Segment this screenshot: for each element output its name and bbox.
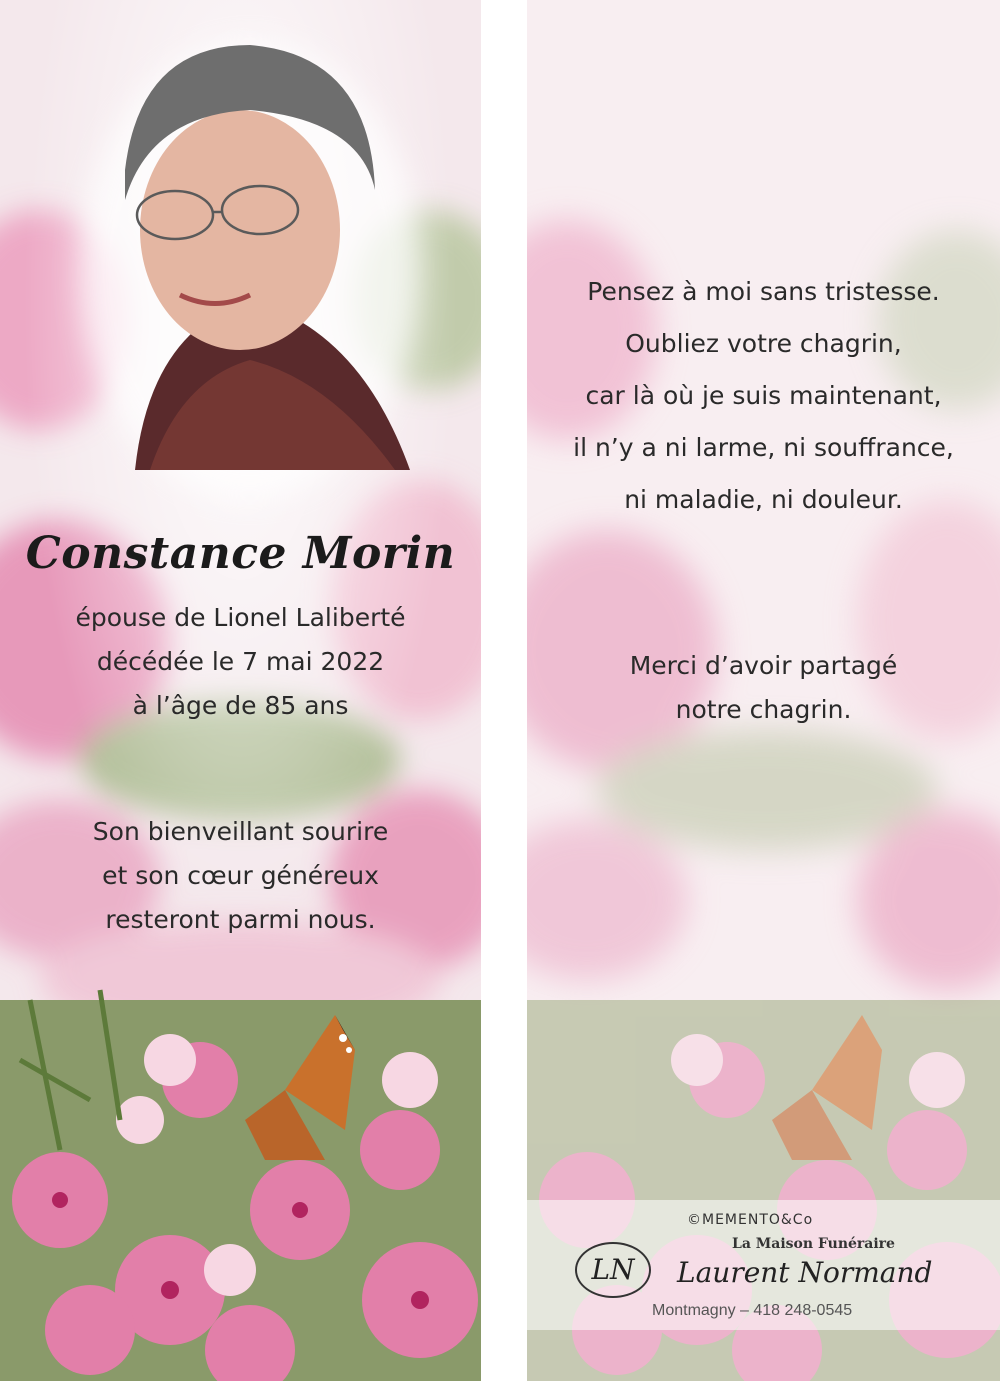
poem-line: car là où je suis maintenant,	[585, 381, 942, 410]
thanks-line: Merci d’avoir partagé	[629, 651, 898, 680]
deceased-name: Constance Morin	[25, 528, 456, 579]
funeral-home-name: Laurent Normand	[677, 1256, 933, 1289]
death-date-line: décédée le 7 mai 2022	[96, 647, 385, 676]
memorial-card-front	[0, 0, 481, 1381]
monogram-logo: LN	[575, 1242, 651, 1298]
thanks-text	[527, 644, 1000, 732]
portrait-photo	[80, 40, 420, 500]
spouse-line: épouse de Lionel Laliberté	[75, 603, 406, 632]
poem-line: il n’y a ni larme, ni souffrance,	[573, 433, 954, 462]
age-line: à l’âge de 85 ans	[132, 691, 349, 720]
copyright-text: ©MEMENTO&Co	[687, 1212, 814, 1228]
tribute-line: resteront parmi nous.	[105, 905, 376, 934]
tribute-line: et son cœur généreux	[102, 861, 379, 890]
funeral-home-contact: Montmagny – 418 248-0545	[652, 1302, 853, 1319]
funeral-home-subtitle: La Maison Funéraire	[732, 1236, 895, 1252]
poem-line: Oubliez votre chagrin,	[625, 329, 902, 358]
poem-text	[527, 266, 1000, 526]
deceased-details	[0, 596, 481, 728]
poem-line: ni maladie, ni douleur.	[624, 485, 903, 514]
memorial-card-back	[527, 0, 1000, 1381]
poem-line: Pensez à moi sans tristesse.	[587, 277, 940, 306]
thanks-line: notre chagrin.	[675, 695, 852, 724]
tribute-line: Son bienveillant sourire	[92, 817, 389, 846]
tribute-text	[0, 810, 481, 942]
